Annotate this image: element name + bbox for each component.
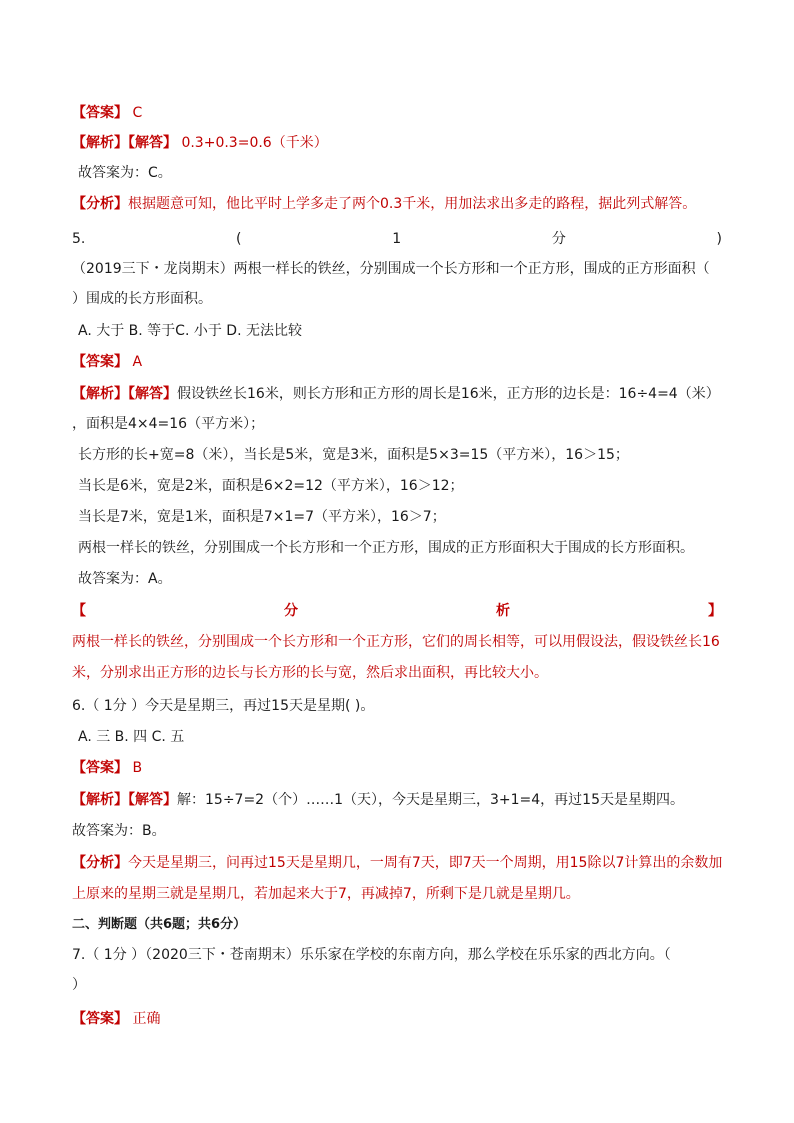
q5-answer-line (72, 352, 722, 372)
q7-stem-line2: ） (72, 977, 86, 993)
q6-reason-line1 (72, 853, 722, 873)
q5-reason-line1: 两根一样长的铁丝，分别围成一个长方形和一个正方形，它们的周长相等，可以用假设法，假设铁丝长16 (72, 634, 720, 650)
q5-paren-close: ) (716, 231, 722, 247)
analysis-tag: 【解析】 (72, 135, 128, 151)
q6-solution-line (72, 790, 722, 810)
q5-score-unit: 分 (551, 231, 566, 247)
answer-tag: 【答案】 (72, 760, 128, 776)
q5-options: A. 大于 B. 等于C. 小于 D. 无法比较 (78, 323, 302, 339)
q5-answer-value: A (132, 354, 143, 370)
q5-score: 1 (392, 231, 402, 247)
q5-reason-header (72, 601, 722, 621)
q5-solution-line6: 两根一样长的铁丝，分别围成一个长方形和一个正方形，围成的正方形面积大于围成的长方形面积。 (78, 540, 694, 556)
section-title: 二、判断题（共6题；共6分） (72, 917, 247, 932)
q6-reason-text1: 今天是星期三，问再过15天是星期几，一周有7天，即7天一个周期，用15除以7计算出的余数加 (128, 855, 723, 871)
solution-tag: 【解答】 (128, 792, 177, 808)
answer-tag: 【答案】 (72, 105, 128, 121)
q5-paren-open: ( (236, 231, 242, 247)
reason-char-fen: 分 (284, 603, 298, 619)
q5-solution-line3: 长方形的长+宽=8（米），当长是5米，宽是3米，面积是5×3=15（平方米），16＞15； (78, 447, 629, 463)
reason-tag: 【分析】 (72, 855, 128, 871)
q7-stem-line1: 7.（ 1分 ）（2020三下・苍南期末）乐乐家在学校的东南方向，那么学校在乐乐家的西北方向。（ (72, 947, 671, 963)
q4-solution-line (72, 133, 722, 153)
q4-answer-line (72, 103, 722, 123)
solution-tag: 【解答】 (128, 135, 177, 151)
q5-reason-line2: 米，分别求出正方形的边长与长方形的长与宽，然后求出面积，再比较大小。 (72, 665, 548, 681)
q5-solution-line4: 当长是6米，宽是2米，面积是6×2=12（平方米），16＞12； (78, 478, 464, 494)
reason-tag: 【分析】 (72, 196, 128, 212)
q6-solution-text: 解：15÷7=2（个）……1（天），今天是星期三，3+1=4，再过15天是星期四。 (177, 792, 684, 808)
answer-tag: 【答案】 (72, 1011, 128, 1027)
q5-solution-line2: ，面积是4×4=16（平方米）； (72, 416, 265, 432)
q6-conclusion: 故答案为：B。 (72, 823, 166, 839)
q5-number: 5. (72, 231, 86, 247)
q5-stem-line2: （2019三下・龙岗期末）两根一样长的铁丝，分别围成一个长方形和一个正方形，围成的正方形面积（ (72, 261, 710, 277)
q7-answer-line (72, 1009, 722, 1029)
answer-tag: 【答案】 (72, 354, 128, 370)
analysis-tag: 【解析】 (72, 792, 128, 808)
q4-reason-line (72, 194, 722, 214)
q5-header-line (72, 229, 722, 249)
q6-reason-line2: 上原来的星期三就是星期几，若加起来大于7，再减掉7，所剩下是几就是星期几。 (72, 886, 580, 902)
analysis-tag: 【解析】 (72, 386, 128, 402)
q6-options: A. 三 B. 四 C. 五 (78, 729, 185, 745)
q4-solution-text: 0.3+0.3=0.6（千米） (181, 135, 328, 151)
reason-bracket-close: 】 (708, 603, 722, 619)
q4-reason-text: 根据题意可知，他比平时上学多走了两个0.3千米，用加法求出多走的路程，据此列式解答。 (128, 196, 697, 212)
reason-bracket-open: 【 (72, 603, 86, 619)
q5-solution-line5: 当长是7米，宽是1米，面积是7×1=7（平方米），16＞7； (78, 509, 446, 525)
q5-conclusion: 故答案为：A。 (78, 571, 172, 587)
q5-solution-line1 (72, 384, 722, 404)
q5-solution-text1: 假设铁丝长16米，则长方形和正方形的周长是16米，正方形的边长是：16÷4=4（米） (177, 386, 720, 402)
q6-answer-line (72, 758, 722, 778)
q7-answer-value: 正确 (132, 1011, 161, 1027)
solution-tag: 【解答】 (128, 386, 177, 402)
q6-answer-value: B (132, 760, 143, 776)
q4-conclusion: 故答案为：C。 (78, 165, 172, 181)
q4-answer-value: C (132, 105, 143, 121)
q5-stem-line3: ）围成的长方形面积。 (72, 291, 212, 307)
reason-char-xi: 析 (496, 603, 510, 619)
q6-stem: 6.（ 1分 ）今天是星期三，再过15天是星期( )。 (72, 698, 375, 714)
